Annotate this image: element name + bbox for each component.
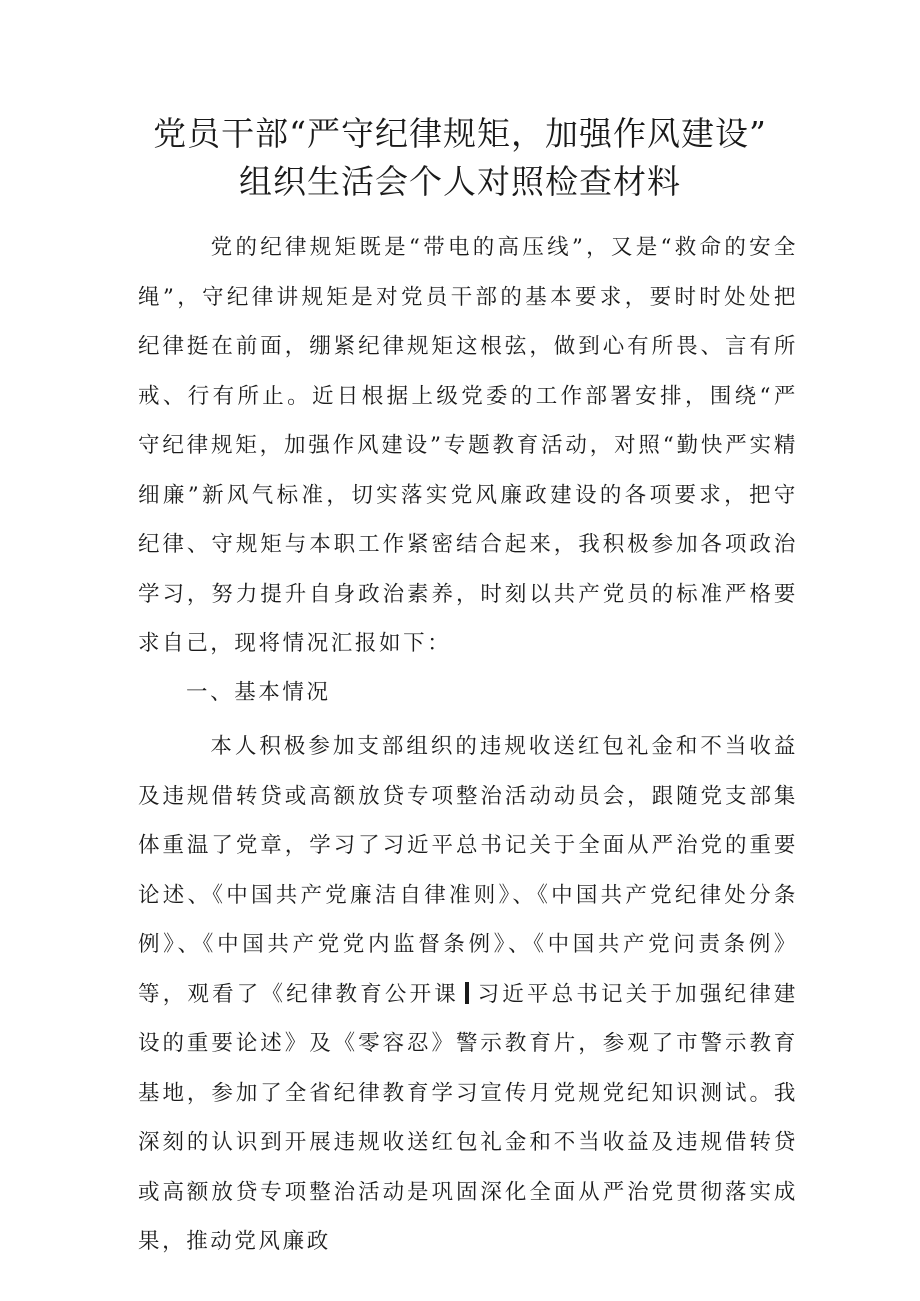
- intro-paragraph-text: 党的纪律规矩既是“带电的高压线”，又是“救命的安全绳”，守纪律讲规矩是对党员干部的基本要求，要时时处处把纪律挺在前面，绷紧纪律规矩这根弦，做到心有所畏、言有所戒、行有所止。近日根据上级党委的工作部署安排，围绕“严守纪律规矩，加强作风建设”专题教育活动，对照“勤快严实精细廉”新风气标准，切实落实党风廉政建设的各项要求，把守纪律、守规矩与本职工作紧密结合起来，我积极参加各项政治学习，努力提升自身政治素养，时刻以共产党员的标准严格要求自己，现将情况汇报如下：: [138, 235, 798, 656]
- basic-situation-paragraph: [138, 722, 798, 1267]
- basic-situation-text-part-2: 习近平总书记关于加强纪律建设的重要论述》及《零容忍》警示教育片，参观了市警示教育基地，参加了全省纪律教育学习宣传月党规党纪知识测试。我深刻的认识到开展违规收送红包礼金和不当收益及违规借转贷或高额放贷专项整治活动是巩固深化全面从严治党贯彻落实成果，推动党风廉政: [138, 981, 798, 1254]
- vertical-bar-separator: [465, 982, 469, 1004]
- intro-paragraph: [138, 223, 798, 669]
- basic-situation-text-part-1: 本人积极参加支部组织的违规收送红包礼金和不当收益及违规借转贷或高额放贷专项整治活动动员会，跟随党支部集体重温了党章，学习了习近平总书记关于全面从严治党的重要论述、《中国共产党廉洁自律准则》、《中国共产党纪律处分条例》、《中国共产党党内监督条例》、《中国共产党问责条例》等，观看了《纪律教育公开课: [138, 734, 798, 1007]
- document-title-line-1: 党员干部“严守纪律规矩，加强作风建设”: [153, 114, 767, 153]
- document-title-line-2: 组织生活会个人对照检查材料: [239, 162, 681, 201]
- section-heading-basic-situation: 一、基本情况: [186, 680, 331, 705]
